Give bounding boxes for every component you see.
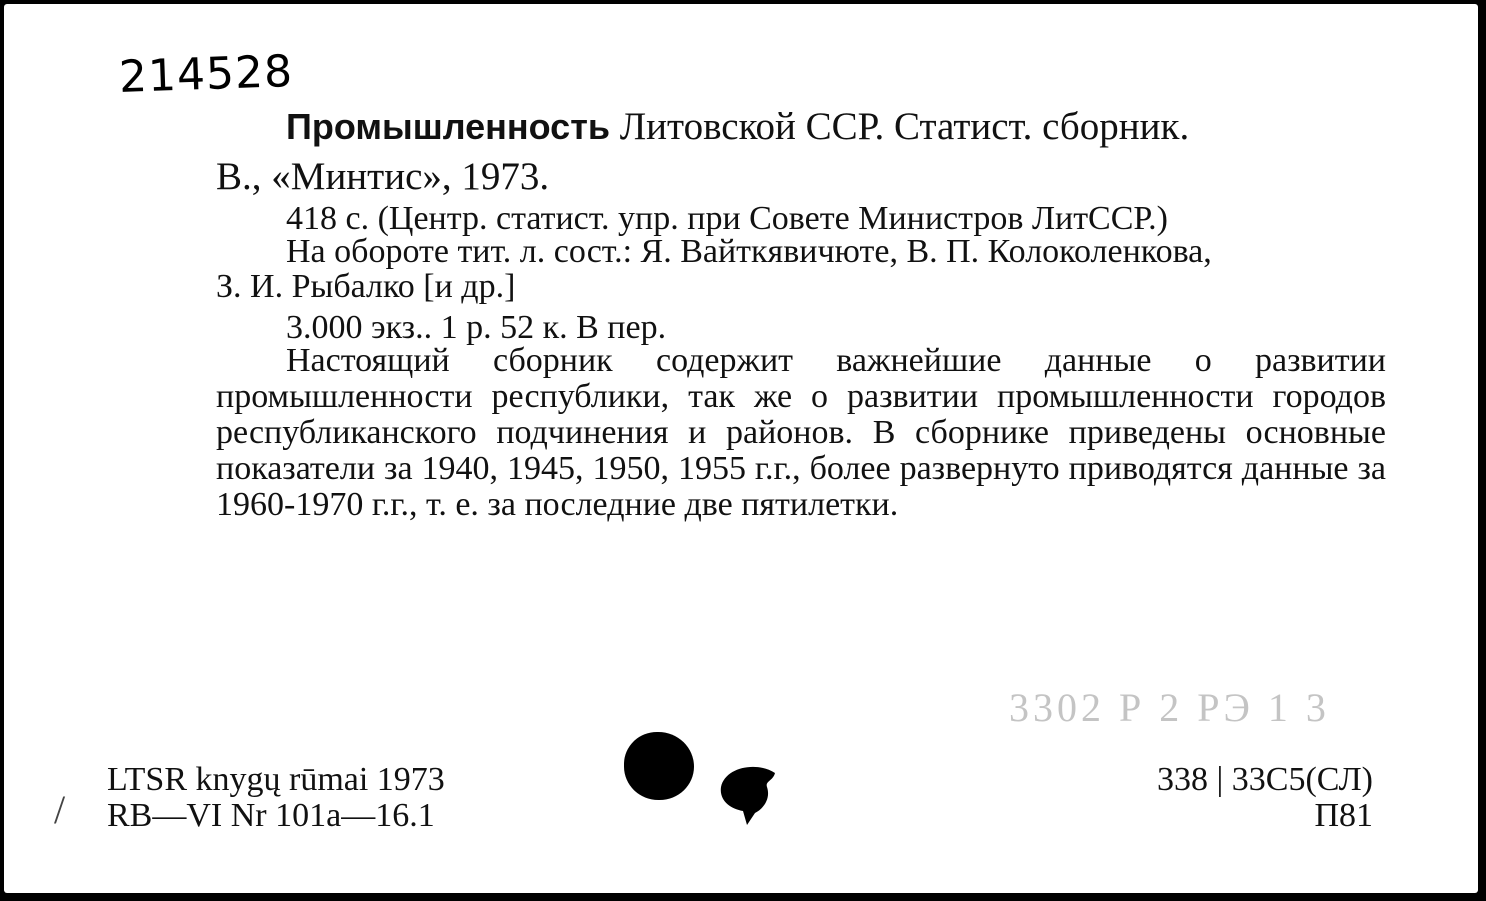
classification-line-2: П81 bbox=[1314, 797, 1373, 834]
abstract-text: Настоящий сборник содержит важнейшие данные о развитии промышленности республики, так же о развитии промышленности городов республиканского подчинения и районов. В сборнике приведены основные показатели за 1940, 1945, 1950, 1955 г.г., более развернуто приводятся данные за 1960-1970 г.г., т. е. за последние две пятилетки. bbox=[216, 342, 1386, 523]
title-rest: Литовской ССР. Статист. сборник. bbox=[619, 105, 1190, 148]
imprint-line: В., «Минтис», 1973. bbox=[216, 155, 550, 198]
faint-stamp: 3302 Р 2 РЭ 1 3 bbox=[1009, 685, 1330, 730]
publisher-line-2: RB—VI Nr 101a—16.1 bbox=[107, 797, 435, 834]
ink-blot-icon bbox=[624, 732, 694, 800]
classification-line-1: 338 | 33С5(СЛ) bbox=[1156, 761, 1373, 798]
publisher-block bbox=[107, 762, 445, 834]
publisher-line-1: LTSR knygų rūmai 1973 bbox=[107, 761, 445, 798]
card-title bbox=[286, 104, 1189, 149]
inventory-number: 214528 bbox=[118, 45, 294, 104]
price-line: 3.000 экз.. 1 р. 52 к. В пер. bbox=[286, 309, 667, 346]
slash-mark-icon: / bbox=[54, 787, 66, 832]
title-bold: Промышленность bbox=[286, 106, 610, 147]
verso-line: На обороте тит. л. сост.: Я. Вайткявичюте, В. П. Колоколенкова, bbox=[286, 233, 1212, 270]
classification-block bbox=[1157, 762, 1373, 834]
compilers-line: З. И. Рыбалко [и др.] bbox=[216, 268, 516, 305]
punch-hole-icon bbox=[717, 761, 779, 827]
library-catalog-card bbox=[4, 4, 1478, 893]
pages-line: 418 с. (Центр. статист. упр. при Совете Министров ЛитССР.) bbox=[286, 200, 1168, 237]
